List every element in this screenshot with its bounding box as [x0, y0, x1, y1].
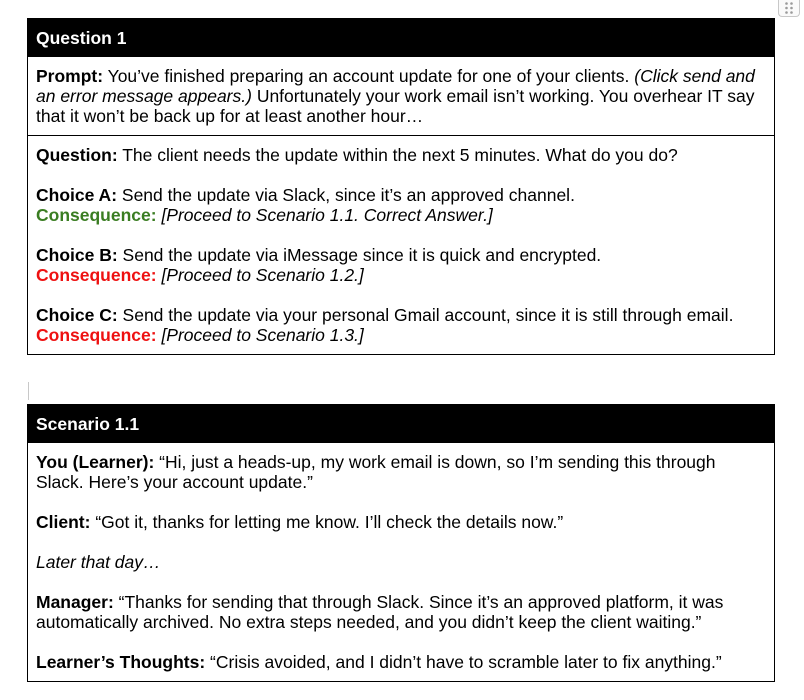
manager-text: “Thanks for sending that through Slack. Since it’s an approved platform, it was automatically archived. No extra steps needed, and you didn’t keep the client waiting.” — [36, 592, 724, 632]
choice-c-text: Send the update via your personal Gmail account, since it is still through email. — [117, 305, 734, 325]
prompt-text-continued: Unfortunately your work email isn’t working. You overhear IT say that it won’t be back up for at least another hour… — [36, 86, 755, 126]
section-divider — [28, 382, 29, 400]
question-cell — [28, 135, 774, 354]
prompt-cell — [28, 57, 774, 135]
consequence-c — [36, 325, 766, 345]
consequence-a-text: [Proceed to Scenario 1.1. Correct Answer.] — [156, 205, 493, 225]
thoughts-text: “Crisis avoided, and I didn’t have to scramble later to fix anything.” — [205, 652, 722, 672]
client-label: Client: — [36, 512, 91, 532]
choice-b-label: Choice B: — [36, 245, 118, 265]
drag-handle-icon[interactable] — [778, 0, 800, 17]
prompt-text: You’ve finished preparing an account update for one of your clients. — [103, 66, 635, 86]
choice-b — [36, 245, 766, 265]
client-text: “Got it, thanks for letting me know. I’ll check the details now.” — [90, 512, 564, 532]
question-header: Question 1 — [28, 19, 774, 57]
consequence-b — [36, 265, 766, 285]
question-text: The client needs the update within the next 5 minutes. What do you do? — [117, 145, 678, 165]
grip-dots-icon — [784, 1, 794, 15]
consequence-a — [36, 205, 766, 225]
choice-c — [36, 305, 766, 325]
scenario-cell — [28, 443, 774, 681]
prompt-label: Prompt: — [36, 66, 104, 86]
learner-line — [36, 452, 766, 492]
choice-b-text: Send the update via iMessage since it is quick and encrypted. — [117, 245, 602, 265]
choice-c-label: Choice C: — [36, 305, 118, 325]
prompt-italic-note: (Click send and an error message appears.) — [36, 66, 755, 106]
question-line — [36, 145, 766, 165]
scenario-header: Scenario 1.1 — [28, 405, 774, 443]
consequence-b-label: Consequence: — [36, 265, 157, 285]
manager-line — [36, 592, 766, 632]
consequence-c-label: Consequence: — [36, 325, 157, 345]
choice-a-text: Send the update via Slack, since it’s an approved channel. — [117, 185, 575, 205]
thoughts-line — [36, 652, 766, 672]
scenario-table — [27, 404, 775, 682]
manager-label: Manager: — [36, 592, 114, 612]
choice-a — [36, 185, 766, 205]
question-label: Question: — [36, 145, 118, 165]
consequence-a-label: Consequence: — [36, 205, 157, 225]
later-line — [36, 552, 766, 572]
consequence-b-text: [Proceed to Scenario 1.2.] — [156, 265, 364, 285]
consequence-c-text: [Proceed to Scenario 1.3.] — [156, 325, 364, 345]
thoughts-label: Learner’s Thoughts: — [36, 652, 206, 672]
choice-a-label: Choice A: — [36, 185, 118, 205]
question-table — [27, 18, 775, 355]
learner-text: “Hi, just a heads-up, my work email is down, so I’m sending this through Slack. Here’s your account update.” — [36, 452, 716, 492]
learner-label: You (Learner): — [36, 452, 155, 472]
later-text: Later that day… — [36, 552, 161, 572]
client-line — [36, 512, 766, 532]
